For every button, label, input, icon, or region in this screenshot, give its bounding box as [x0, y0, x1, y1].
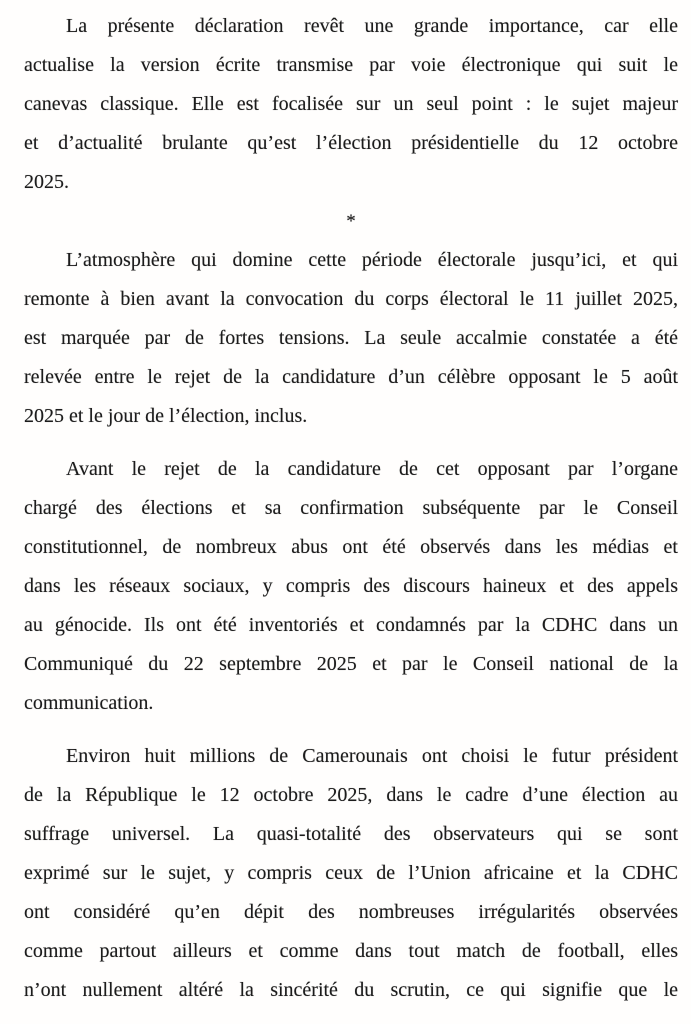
paragraph — [24, 241, 678, 436]
text-line: et d’actualité brulante qu’est l’élection présidentielle du 12 octobre — [24, 132, 678, 154]
text-line: exprimé sur le sujet, y compris ceux de l’Union africaine et la CDHC — [24, 862, 678, 884]
text-line: canevas classique. Elle est focalisée sur un seul point : le sujet majeur — [24, 93, 678, 115]
paragraph — [24, 737, 678, 1010]
text-line: 2025 et le jour de l’élection, inclus. — [24, 405, 308, 427]
text-line: La présente déclaration revêt une grande importance, car elle — [66, 15, 678, 37]
paragraph — [24, 450, 678, 723]
text-line: comme partout ailleurs et comme dans tout match de football, elles — [24, 940, 678, 962]
text-line: dans les réseaux sociaux, y compris des discours haineux et des appels — [24, 575, 678, 597]
text-line: actualise la version écrite transmise par voie électronique qui suit le — [24, 54, 678, 76]
text-line: n’ont nullement altéré la sincérité du scrutin, ce qui signifie que le — [24, 979, 678, 1001]
text-line: L’atmosphère qui domine cette période électorale jusqu’ici, et qui — [66, 249, 678, 271]
paragraph — [24, 7, 678, 202]
text-line: 2025. — [24, 171, 69, 193]
text-line: suffrage universel. La quasi-totalité des observateurs qui se sont — [24, 823, 678, 845]
text-line: constitutionnel, de nombreux abus ont été observés dans les médias et — [24, 536, 678, 558]
text-line: Communiqué du 22 septembre 2025 et par le Conseil national de la — [24, 653, 678, 675]
document-content — [24, 7, 678, 1010]
text-line: communication. — [24, 692, 154, 714]
text-line: chargé des élections et sa confirmation subséquente par le Conseil — [24, 497, 678, 519]
text-line: Environ huit millions de Camerounais ont choisi le futur président — [66, 745, 678, 767]
section-separator-asterisk: * — [346, 211, 356, 232]
text-line: relevée entre le rejet de la candidature d’un célèbre opposant le 5 août — [24, 366, 678, 388]
text-line: de la République le 12 octobre 2025, dans le cadre d’une élection au — [24, 784, 678, 806]
text-line: au génocide. Ils ont été inventoriés et condamnés par la CDHC dans un — [24, 614, 678, 636]
text-line: remonte à bien avant la convocation du corps électoral le 11 juillet 2025, — [24, 288, 678, 310]
text-line: Avant le rejet de la candidature de cet opposant par l’organe — [66, 458, 678, 480]
text-line: ont considéré qu’en dépit des nombreuses irrégularités observées — [24, 901, 678, 923]
text-line: est marquée par de fortes tensions. La seule accalmie constatée a été — [24, 327, 678, 349]
